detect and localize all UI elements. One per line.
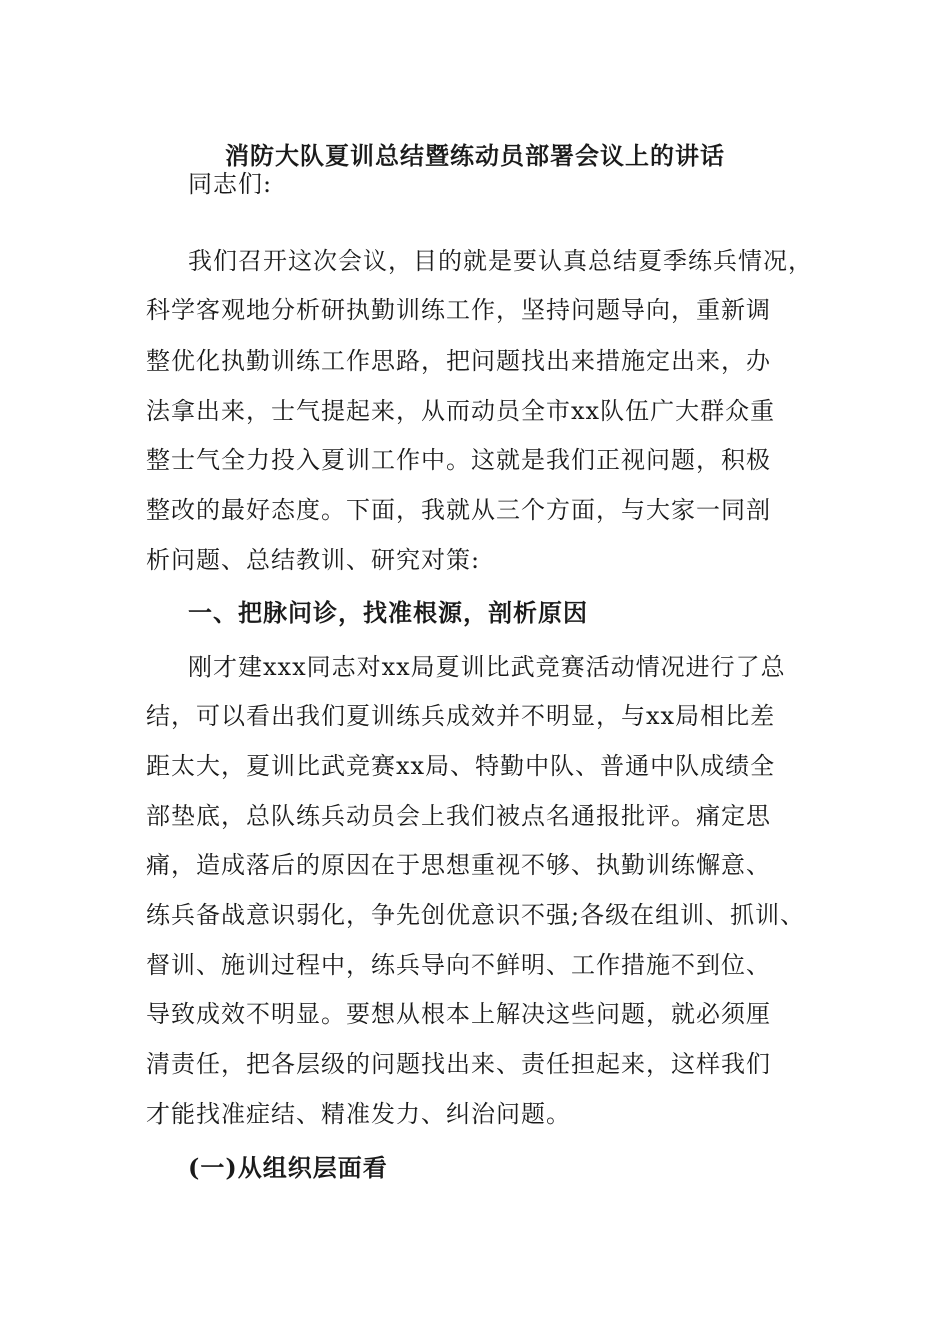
paragraph-line: 部垫底，总队练兵动员会上我们被点名通报批评。痛定思 [146,802,771,830]
paragraph-line: 督训、施训过程中，练兵导向不鲜明、工作措施不到位、 [146,951,771,979]
paragraph-line: 导致成效不明显。要想从根本上解决这些问题，就必须厘 [146,1000,771,1028]
paragraph-line: 练兵备战意识弱化，争先创优意识不强;各级在组训、抓训、 [146,901,806,929]
paragraph-line: 结，可以看出我们夏训练兵成效并不明显，与xx局相比差 [146,702,776,730]
paragraph-line: 析问题、总结教训、研究对策: [146,546,481,574]
paragraph-line: 我们召开这次会议，目的就是要认真总结夏季练兵情况， [188,247,813,275]
paragraph-line: 刚才建xxx同志对xx局夏训比武竞赛活动情况进行了总 [188,653,786,681]
paragraph-line: 距太大，夏训比武竞赛xx局、特勤中队、普通中队成绩全 [146,752,776,780]
paragraph-line: 法拿出来，士气提起来，从而动员全市xx队伍广大群众重 [146,397,776,425]
subsection-heading: (一)从组织层面看 [188,1153,388,1182]
document-title: 消防大队夏训总结暨练动员部署会议上的讲话 [225,141,725,170]
paragraph-line: 痛，造成落后的原因在于思想重视不够、执勤训练懈意、 [146,851,771,879]
paragraph-line: 才能找准症结、精准发力、纠治问题。 [146,1100,571,1128]
paragraph-line: 科学客观地分析研执勤训练工作，坚持问题导向，重新调 [146,296,771,324]
salutation: 同志们: [188,170,273,198]
section-heading: 一、把脉问诊，找准根源，剖析原因 [188,598,588,627]
paragraph-line: 整优化执勤训练工作思路，把问题找出来措施定出来，办 [146,347,771,375]
paragraph-line: 整改的最好态度。下面，我就从三个方面，与大家一同剖 [146,496,771,524]
paragraph-line: 整士气全力投入夏训工作中。这就是我们正视问题，积极 [146,446,771,474]
paragraph-line: 清责任，把各层级的问题找出来、责任担起来，这样我们 [146,1050,771,1078]
